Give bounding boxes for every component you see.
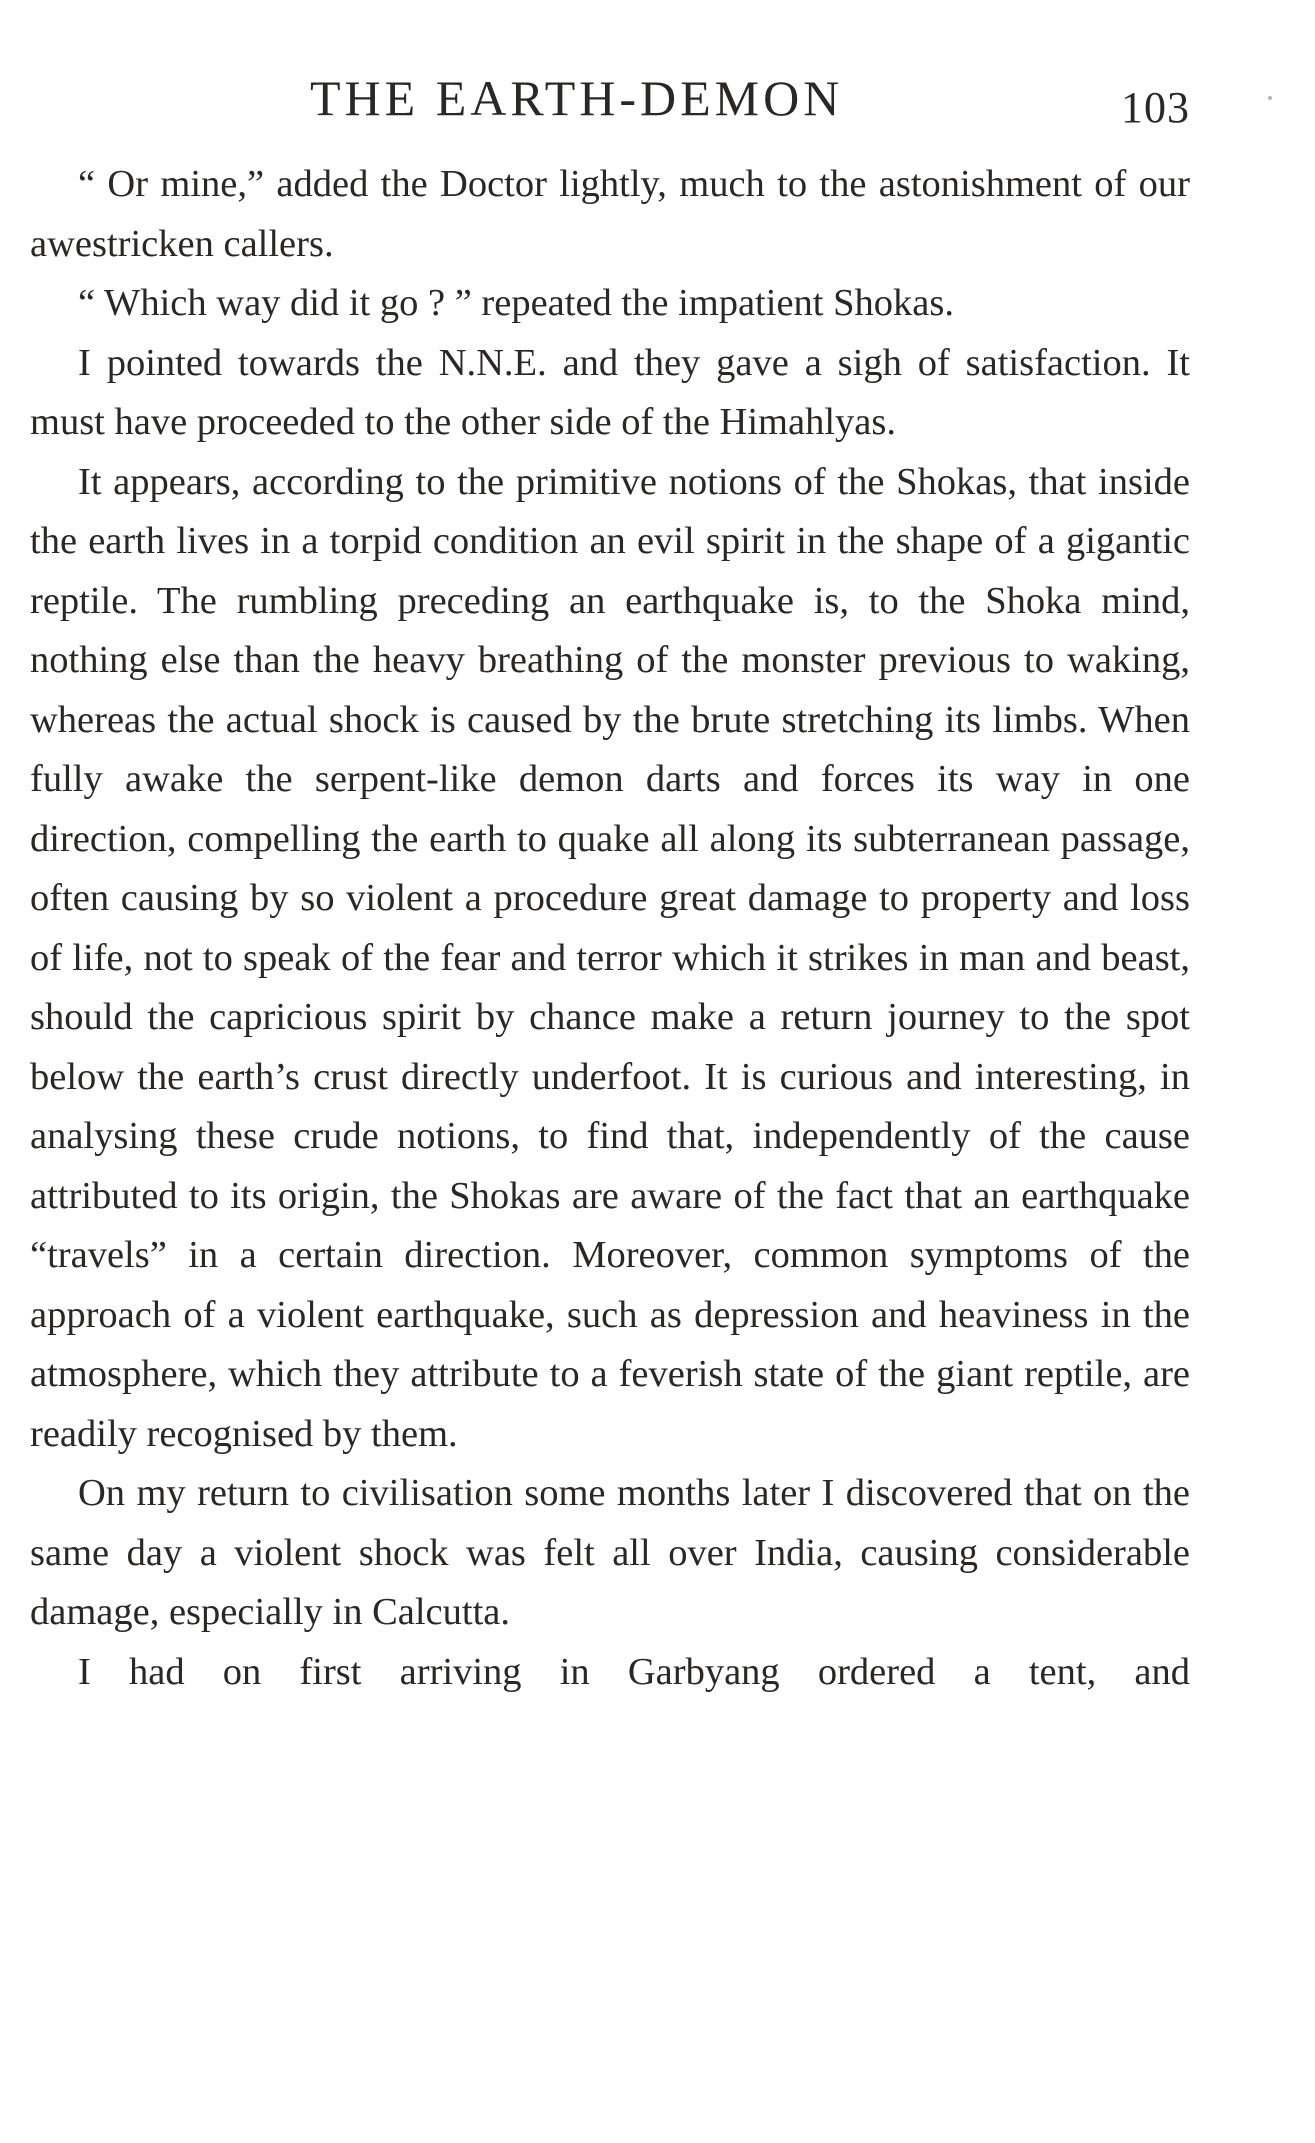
body-text bbox=[30, 155, 1190, 1702]
paragraph-garbyang-tent: I had on first arriving in Garbyang ordered a tent, and bbox=[78, 1650, 1190, 1693]
paragraph-which-way: “ Which way did it go ? ” repeated the impatient Shokas. bbox=[78, 282, 954, 324]
paragraph-earth-demon-belief: It appears, according to the primitive notions of the Shokas, that inside the earth lives in a torpid condition an evil spirit in the shape of a gigantic reptile. The rumbling preceding an earthquake is, to the Shoka mind, nothing else than the heavy breathing of the monster previous to waking, whereas the actual shock is caused by the brute stretching its limbs. When fully awake the serpent-like demon darts and forces its way in one direction, compelling the earth to quake all along its subterranean passage, often causing by so violent a procedure great damage to property and loss of life, not to speak of the fear and terror which it strikes in man and beast, should the capricious spirit by chance make a return journey to the spot below the earth’s crust directly underfoot. It is curious and interesting, in analysing these crude notions, to find that, independently of the cause attributed to its origin, the Shokas are aware of the fact that an earthquake “travels” in a certain direction. Moreover, common symptoms of the approach of a violent earthquake, such as depression and heaviness in the atmosphere, which they attribute to a feverish state of the giant reptile, are readily recognised by them. bbox=[30, 460, 1190, 1455]
running-head bbox=[30, 68, 1190, 138]
paper-speck bbox=[1268, 96, 1272, 100]
paragraph-pointed: I pointed towards the N.N.E. and they gave a sigh of satisfaction. It must have proceeded to the other side of the Himahlyas. bbox=[30, 341, 1190, 443]
paragraph-return-to-civilisation: On my return to civilisation some months later I discovered that on the same day a violent shock was felt all over India, causing considerable damage, especially in Calcutta. bbox=[30, 1472, 1190, 1633]
chapter-title: THE EARTH-DEMON bbox=[310, 70, 844, 126]
paragraph-doctor-reply: “ Or mine,” added the Doctor lightly, much to the astonishment of our awestricken callers. bbox=[30, 163, 1190, 265]
page-number: 103 bbox=[1121, 83, 1190, 132]
